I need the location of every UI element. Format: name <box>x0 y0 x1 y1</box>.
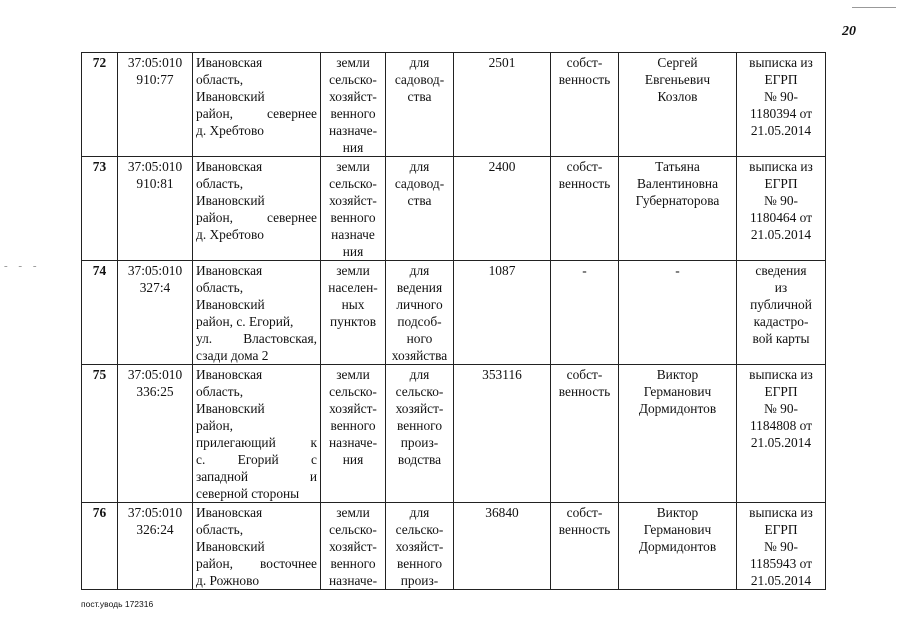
source-document-cell <box>737 365 826 503</box>
cell-line: произ- <box>400 435 439 450</box>
location-word: прилегающий <box>196 435 276 450</box>
cell-line: для <box>409 367 430 382</box>
location-cell <box>193 261 321 365</box>
cell-line: ЕГРП <box>764 176 798 191</box>
cell-line: садовод- <box>394 72 445 87</box>
cell-line: венность <box>558 72 611 87</box>
cell-line: 37:05:010 <box>127 505 183 520</box>
cell-line: Германович <box>643 522 712 537</box>
cell-line: собст- <box>566 159 603 174</box>
cell-line: Губернаторова <box>635 193 720 208</box>
location-word: ул. <box>196 331 213 346</box>
cell-line: ведения <box>396 280 443 295</box>
location-word: восточнее <box>259 556 317 571</box>
cell-line: ния <box>342 244 364 259</box>
cell-line: выписка из <box>749 55 813 70</box>
cadastral-number-cell <box>118 157 193 261</box>
cell-line: 37:05:010 <box>127 55 183 70</box>
owner-cell <box>619 157 737 261</box>
ownership-type-cell <box>551 157 619 261</box>
location-line <box>196 279 317 296</box>
cell-line: 1180464 от <box>749 210 813 225</box>
area-cell <box>454 503 551 590</box>
cell-line: 1087 <box>488 263 516 278</box>
cell-line: 21.05.2014 <box>750 435 812 450</box>
owner-cell <box>619 53 737 157</box>
cell-line: ЕГРП <box>764 522 798 537</box>
ownership-type-cell <box>551 53 619 157</box>
cell-line: садовод- <box>394 176 445 191</box>
location-line <box>196 417 317 434</box>
page-number: 20 <box>842 24 856 39</box>
cell-line: ства <box>407 89 432 104</box>
location-line <box>196 71 317 88</box>
cell-line: публичной <box>750 297 812 312</box>
location-line <box>196 434 317 451</box>
location-word: западной <box>196 469 249 484</box>
location-word: Властовская, <box>243 331 317 346</box>
location-word: Ивановский <box>196 89 265 104</box>
cell-line: сельско- <box>329 384 377 399</box>
location-word: д. Хребтово <box>196 123 264 138</box>
location-word: район, <box>196 418 234 433</box>
cell-line: - <box>582 263 587 278</box>
cell-line: 37:05:010 <box>127 367 183 382</box>
cell-line: сельско- <box>395 522 444 537</box>
cell-line: венность <box>558 522 611 537</box>
location-line <box>196 485 317 502</box>
location-word: и <box>309 469 317 484</box>
cell-line: сельско- <box>329 522 377 537</box>
location-word: район, <box>196 106 234 121</box>
scan-margin-mark: - - - <box>4 260 41 272</box>
cell-line: Евгеньевич <box>644 72 711 87</box>
cell-line: ния <box>342 452 364 467</box>
cell-line: № 90- <box>764 89 798 104</box>
cell-line: 327:4 <box>139 280 171 295</box>
location-word: область, <box>196 522 244 537</box>
cell-line: 336:25 <box>136 384 174 399</box>
cell-line: Германович <box>643 384 712 399</box>
cell-line: хозяйст- <box>329 89 377 104</box>
location-line <box>196 262 317 279</box>
cell-line: № 90- <box>764 539 798 554</box>
location-word: район, <box>196 210 234 225</box>
location-word: с. <box>196 452 206 467</box>
location-line <box>196 366 317 383</box>
table-row <box>82 365 826 503</box>
permitted-use-cell <box>386 157 454 261</box>
cell-line: - <box>675 263 680 278</box>
cell-line: водства <box>397 452 442 467</box>
cell-line: ного <box>406 331 433 346</box>
location-line <box>196 468 317 485</box>
location-line <box>196 330 317 347</box>
cell-line: собст- <box>566 367 603 382</box>
cell-line: венного <box>330 210 376 225</box>
cell-line: ЕГРП <box>764 72 798 87</box>
land-category-cell <box>321 365 386 503</box>
location-line <box>196 105 317 122</box>
cell-line: ЕГРП <box>764 384 798 399</box>
cell-line: ных <box>341 297 365 312</box>
location-line <box>196 192 317 209</box>
cell-line: Валентиновна <box>636 176 719 191</box>
location-word: северной стороны <box>196 486 300 501</box>
table-row <box>82 157 826 261</box>
cell-line: ства <box>407 193 432 208</box>
location-word: область, <box>196 280 244 295</box>
permitted-use-cell <box>386 503 454 590</box>
cell-line: выписка из <box>749 159 813 174</box>
location-line <box>196 347 317 364</box>
owner-cell <box>619 365 737 503</box>
cell-line: 1180394 от <box>749 106 813 121</box>
location-word: район, с. Егорий, <box>196 314 294 329</box>
ownership-type-cell <box>551 503 619 590</box>
location-line <box>196 296 317 313</box>
cell-line: Виктор <box>656 505 699 520</box>
cell-line: Виктор <box>656 367 699 382</box>
location-cell <box>193 503 321 590</box>
location-line <box>196 504 317 521</box>
land-category-cell <box>321 157 386 261</box>
land-plot-register-table <box>81 52 826 590</box>
cell-line: назначе- <box>328 573 378 588</box>
area-cell <box>454 365 551 503</box>
row-number-cell <box>82 157 118 261</box>
cell-line: 1184808 от <box>749 418 813 433</box>
cell-line: венного <box>396 418 443 433</box>
cell-line: Дормидонтов <box>638 401 717 416</box>
cell-line: Татьяна <box>655 159 700 174</box>
location-line <box>196 572 317 589</box>
location-line <box>196 226 317 243</box>
location-word: д. Рожново <box>196 573 260 588</box>
area-cell <box>454 53 551 157</box>
cell-line: 72 <box>92 55 107 70</box>
location-word: область, <box>196 176 244 191</box>
location-word: д. Хребтово <box>196 227 264 242</box>
cadastral-number-cell <box>118 261 193 365</box>
cell-line: Сергей <box>657 55 698 70</box>
permitted-use-cell <box>386 365 454 503</box>
ownership-type-cell <box>551 261 619 365</box>
location-word: Ивановская <box>196 159 263 174</box>
cell-line: выписка из <box>749 367 813 382</box>
cell-line: хозяйст- <box>395 401 444 416</box>
location-word: область, <box>196 384 244 399</box>
cell-line: для <box>409 55 430 70</box>
cell-line: собст- <box>566 505 603 520</box>
location-cell <box>193 157 321 261</box>
cell-line: 36840 <box>485 505 519 520</box>
cell-line: Козлов <box>657 89 698 104</box>
location-cell <box>193 53 321 157</box>
cell-line: 76 <box>92 505 107 520</box>
land-category-cell <box>321 53 386 157</box>
cell-line: личного <box>396 297 443 312</box>
cadastral-number-cell <box>118 53 193 157</box>
location-line <box>196 313 317 330</box>
cell-line: 910:81 <box>136 176 174 191</box>
cell-line: венного <box>330 106 376 121</box>
cell-line: выписка из <box>749 505 813 520</box>
location-word: севернее <box>267 106 317 121</box>
location-line <box>196 122 317 139</box>
cell-line: ния <box>342 140 364 155</box>
location-line <box>196 451 317 468</box>
cell-line: 21.05.2014 <box>750 123 812 138</box>
cell-line: 2400 <box>488 159 516 174</box>
cell-line: 353116 <box>482 367 522 382</box>
top-edge-mark <box>852 7 896 8</box>
cell-line: из <box>774 280 788 295</box>
area-cell <box>454 157 551 261</box>
cell-line: 74 <box>92 263 107 278</box>
cell-line: 37:05:010 <box>127 263 183 278</box>
row-number-cell <box>82 53 118 157</box>
location-line <box>196 521 317 538</box>
cell-line: 37:05:010 <box>127 159 183 174</box>
source-document-cell <box>737 261 826 365</box>
location-word: Ивановский <box>196 193 265 208</box>
cadastral-number-cell <box>118 503 193 590</box>
cell-line: 21.05.2014 <box>750 573 812 588</box>
cell-line: земли <box>336 367 370 382</box>
cell-line: хозяйст- <box>329 193 377 208</box>
location-word: севернее <box>267 210 317 225</box>
cell-line: 21.05.2014 <box>750 227 812 242</box>
cell-line: назначе- <box>328 123 378 138</box>
row-number-cell <box>82 261 118 365</box>
cell-line: 73 <box>92 159 107 174</box>
cell-line: Дормидонтов <box>638 539 717 554</box>
cell-line: венного <box>330 556 376 571</box>
cell-line: хозяйст- <box>395 539 444 554</box>
permitted-use-cell <box>386 53 454 157</box>
cell-line: для <box>409 263 430 278</box>
cell-line: земли <box>336 505 370 520</box>
cell-line: хозяйства <box>391 348 448 363</box>
row-number-cell <box>82 365 118 503</box>
cadastral-number-cell <box>118 365 193 503</box>
location-word: сзади дома 2 <box>196 348 269 363</box>
cell-line: произ- <box>400 573 439 588</box>
cell-line: для <box>409 159 430 174</box>
cell-line: вой карты <box>752 331 810 346</box>
location-line <box>196 555 317 572</box>
ownership-type-cell <box>551 365 619 503</box>
source-document-cell <box>737 503 826 590</box>
cell-line: № 90- <box>764 401 798 416</box>
land-category-cell <box>321 503 386 590</box>
cell-line: венного <box>396 556 443 571</box>
cell-line: земли <box>336 55 370 70</box>
location-word: к <box>310 435 317 450</box>
table-row <box>82 53 826 157</box>
location-line <box>196 383 317 400</box>
cell-line: венность <box>558 176 611 191</box>
cell-line: хозяйст- <box>329 401 377 416</box>
cell-line: кадастро- <box>753 314 809 329</box>
cell-line: 75 <box>92 367 107 382</box>
cell-line: венность <box>558 384 611 399</box>
register-body <box>82 53 826 590</box>
cell-line: 910:77 <box>136 72 174 87</box>
cell-line: собст- <box>566 55 603 70</box>
land-category-cell <box>321 261 386 365</box>
table-row <box>82 503 826 590</box>
location-line <box>196 209 317 226</box>
cell-line: хозяйст- <box>329 539 377 554</box>
row-number-cell <box>82 503 118 590</box>
location-line <box>196 88 317 105</box>
location-word: Ивановская <box>196 505 263 520</box>
location-line <box>196 175 317 192</box>
location-word: с <box>311 452 317 467</box>
cell-line: сведения <box>755 263 807 278</box>
cell-line: земли <box>336 263 370 278</box>
location-cell <box>193 365 321 503</box>
location-word: Ивановский <box>196 297 265 312</box>
cell-line: земли <box>336 159 370 174</box>
cell-line: подсоб- <box>397 314 442 329</box>
location-line <box>196 538 317 555</box>
cell-line: 2501 <box>488 55 516 70</box>
cell-line: назначе <box>331 227 375 242</box>
location-word: район, <box>196 556 234 571</box>
cell-line: венного <box>330 418 376 433</box>
location-line <box>196 54 317 71</box>
area-cell <box>454 261 551 365</box>
permitted-use-cell <box>386 261 454 365</box>
location-word: Ивановский <box>196 401 265 416</box>
location-line <box>196 400 317 417</box>
cell-line: пунктов <box>329 314 377 329</box>
cell-line: населен- <box>328 280 378 295</box>
source-document-cell <box>737 53 826 157</box>
cell-line: назначе- <box>328 435 378 450</box>
cell-line: № 90- <box>764 193 798 208</box>
cell-line: 326:24 <box>136 522 174 537</box>
table-row <box>82 261 826 365</box>
cell-line: для <box>409 505 430 520</box>
location-word: Ивановский <box>196 539 265 554</box>
cell-line: сельско- <box>329 72 377 87</box>
location-word: Ивановская <box>196 367 263 382</box>
location-word: Ивановская <box>196 263 263 278</box>
footer-stamp: пост.уводь 172316 <box>81 599 154 609</box>
cell-line: 1185943 от <box>749 556 813 571</box>
cell-line: сельско- <box>329 176 377 191</box>
location-word: Ивановская <box>196 55 263 70</box>
location-word: область, <box>196 72 244 87</box>
location-line <box>196 158 317 175</box>
owner-cell <box>619 503 737 590</box>
owner-cell <box>619 261 737 365</box>
cell-line: сельско- <box>395 384 444 399</box>
location-word: Егорий <box>237 452 279 467</box>
source-document-cell <box>737 157 826 261</box>
